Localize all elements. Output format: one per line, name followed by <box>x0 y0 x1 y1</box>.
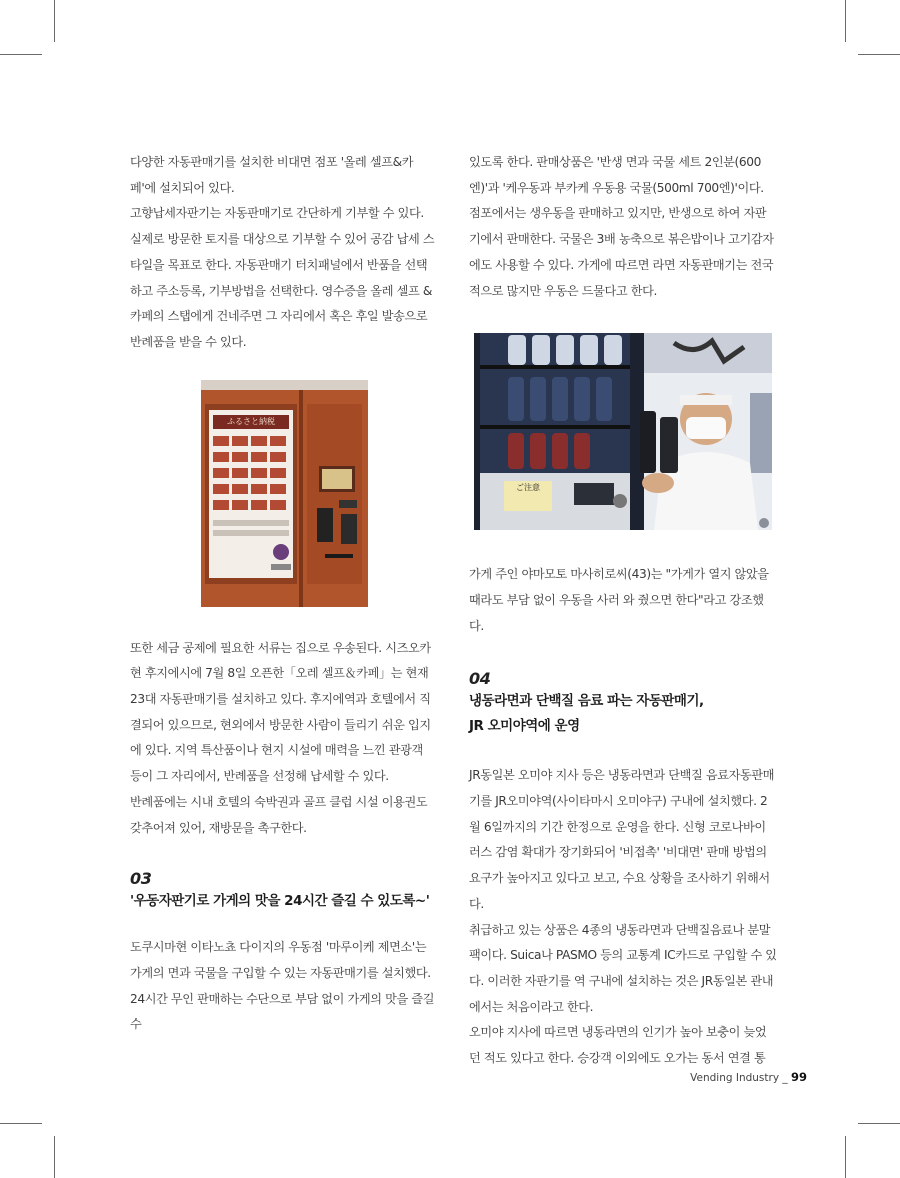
udon-vending-illustration <box>474 333 772 530</box>
kiosk-sign-text: ふるさと納税 <box>227 417 275 426</box>
page-number: 99 <box>790 1070 807 1084</box>
crop-mark <box>845 0 846 42</box>
udon-vending-photo <box>474 333 772 530</box>
crop-mark <box>858 1123 900 1124</box>
crop-mark <box>54 1136 55 1178</box>
crop-mark <box>0 54 42 55</box>
crop-mark <box>0 1123 42 1124</box>
left-para-2: 고향납세자판기는 자동판매기로 간단하게 기부할 수 있다. 실제로 방문한 토지를 대상으로 기부할 수 있어 공감 납세 스타일을 목표로 한다. 자동판매기 터치패널에서 반품을 선택하고 주소등록, 기부방법을 선택한다. 영수증을 올레 셀프 & 카페의 스탭에게 건네주면 그 자리에서 혹은 후일 발송으로 반례품을 받을 수 있다. <box>130 206 435 349</box>
left-para-4: 반례품에는 시내 호텔의 숙박권과 골프 클럽 시설 이용권도 갖추어져 있어, 재방문을 촉구한다. <box>130 794 428 835</box>
magazine-name: Vending Industry _ <box>690 1072 788 1084</box>
section4-para-3: 오미야 지사에 따르면 냉동라면의 인기가 높아 보충이 늦었던 적도 있다고 한다. 승강객 이외에도 오가는 동서 연결 통 <box>469 1025 767 1066</box>
vending-notice-label: ご注意 <box>516 483 540 492</box>
section4-para-1: JR동일본 오미야 지사 등은 냉동라면과 단백질 음료자동판매기를 JR오미야역(사이타마시 오미야구) 구내에 설치했다. 2월 6일까지의 기간 한정으로 운영을 한다. 신형 코로나바이러스 감염 확대가 장기화되어 '비접촉' '비대면' 판매 방법의 요구가 높아지고 있다고 보고, 수요 상황을 조사하기 위해서다. <box>469 768 775 911</box>
furusato-kiosk-photo <box>201 380 368 607</box>
left-para-3: 또한 세금 공제에 필요한 서류는 집으로 우송된다. 시즈오카현 후지에시에 7월 8일 오픈한「오레 셀프＆카페」는 현재 23대 자동판매기를 설치하고 있다. 후지에역과 호텔에서 직결되어 있으므로, 현외에서 방문한 사람이 들리기 쉬운 입지에 있다. 지역 특산품이나 현지 시설에 매력을 느낀 관광객 등이 그 자리에서, 반례품을 선정해 납세할 수 있다. <box>130 640 431 784</box>
photo-caption: 가게 주인 야마모토 마사히로씨(43)는 "가게가 열지 않았을 때라도 부담 없이 우동을 사러 와 줬으면 한다"라고 강조했다. <box>469 567 769 633</box>
right-column <box>469 150 777 1072</box>
crop-mark <box>845 1136 846 1178</box>
crop-mark <box>858 54 900 55</box>
left-para-1: 다양한 자동판매기를 설치한 비대면 점포 '올레 셀프&카페'에 설치되어 있다. <box>130 155 414 195</box>
right-para-1: 있도록 한다. 판매상품은 '반생 면과 국물 세트 2인분(600엔)'과 '케우동과 부카케 우동용 국물(500ml 700엔)'이다. 점포에서는 생우동을 판매하고 있지만, 반생으로 하여 자판기에서 판매한다. 국물은 3배 농축으로 볶은밥이나 고기감자에도 사용할 수 있다. 가게에 따르면 라면 자동판매기는 전국적으로 많지만 우동은 드물다고 한다. <box>469 155 774 298</box>
crop-mark <box>54 0 55 42</box>
section-number-03: 03 <box>130 869 152 889</box>
page-footer <box>690 1070 807 1084</box>
section-title-04-line2: JR 오미야역에 운영 <box>469 718 580 735</box>
section-title-03: '우동자판기로 가게의 맛을 24시간 즐길 수 있도록~' <box>130 893 430 910</box>
section3-para-1: 도쿠시마현 이타노쵸 다이지의 우동점 '마루이케 제면소'는 가게의 면과 국물을 구입할 수 있는 자동판매기를 설치했다. 24시간 무인 판매하는 수단으로 부담 없이 가게의 맛을 즐길 수 <box>130 940 435 1032</box>
section-title-04-line1: 냉동라면과 단백질 음료 파는 자동판매기, <box>469 693 704 710</box>
section-number-04: 04 <box>469 669 491 689</box>
section4-para-2: 취급하고 있는 상품은 4종의 냉동라면과 단백질음료나 분말팩이다. Suica나 PASMO 등의 교통계 IC카드로 구입할 수 있다. 이러한 자판기를 역 구내에 설치하는 것은 JR동일본 관내에서는 처음이라고 한다. <box>469 922 777 1014</box>
